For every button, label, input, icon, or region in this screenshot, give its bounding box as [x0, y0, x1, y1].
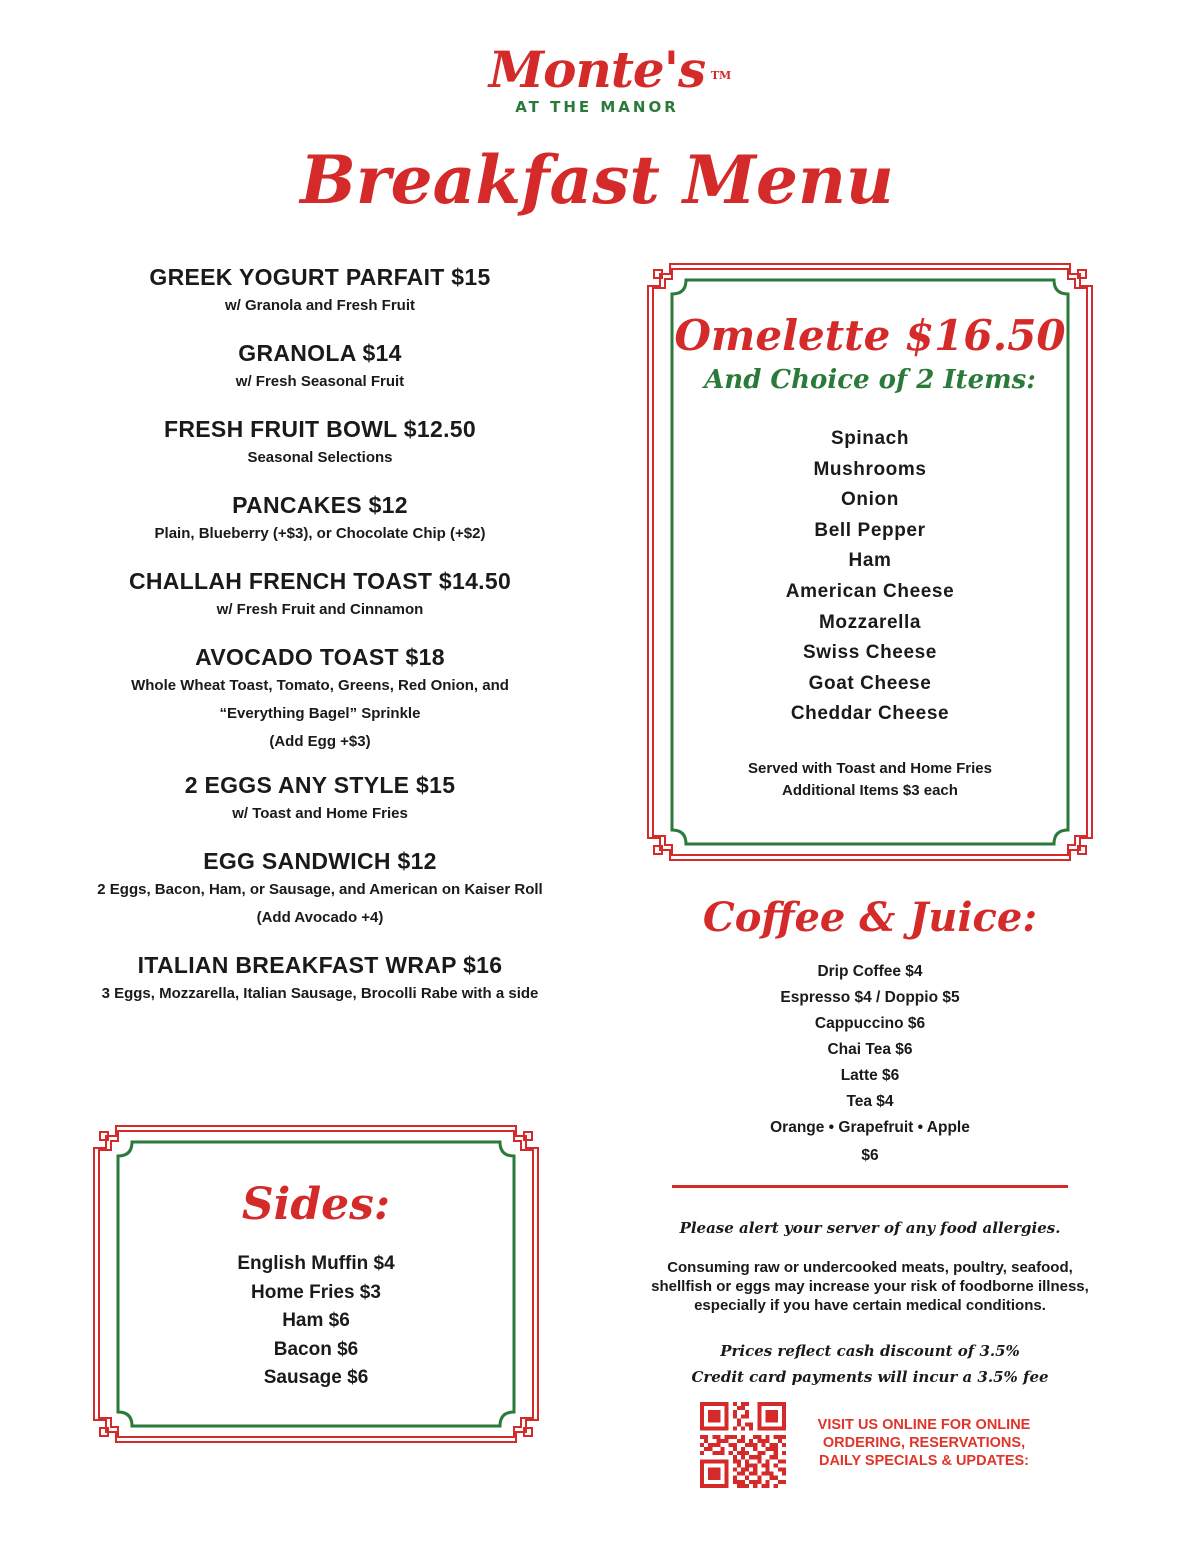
omelette-option: Onion	[841, 489, 899, 511]
price-note-cash: Prices reflect cash discount of 3.5%	[720, 1342, 1020, 1360]
menu-item	[60, 262, 580, 320]
menu-item-name: GRANOLA $14	[238, 340, 402, 366]
visit-line: DAILY SPECIALS & UPDATES:	[818, 1453, 1030, 1469]
logo-tm: TM	[710, 69, 732, 82]
menu-items	[60, 262, 580, 1008]
omelette-note-served: Served with Toast and Home Fries	[748, 760, 992, 777]
omelette-subtitle: And Choice of 2 Items:	[704, 365, 1036, 395]
omelette-option: Mushrooms	[813, 458, 927, 480]
menu-item-description: (Add Avocado +4)	[256, 909, 384, 926]
side-item: Bacon $6	[273, 1338, 359, 1360]
side-item: English Muffin $4	[237, 1253, 395, 1274]
logo-brand	[488, 40, 732, 99]
warning-line: Consuming raw or undercooked meats, poultry, seafood,	[667, 1259, 1073, 1276]
health-warning	[610, 1258, 1130, 1315]
menu-item-description: 2 Eggs, Bacon, Ham, or Sausage, and American on Kaiser Roll	[97, 881, 543, 898]
menu-item-description: w/ Fresh Seasonal Fruit	[235, 373, 405, 390]
menu-item-description: 3 Eggs, Mozzarella, Italian Sausage, Brocolli Rabe with a side	[101, 985, 539, 1002]
side-item: Ham $6	[282, 1310, 350, 1332]
menu-item-name: 2 EGGS ANY STYLE $15	[184, 772, 456, 798]
logo	[0, 42, 1194, 116]
sides-list	[94, 1250, 538, 1393]
menu-item-name: FRESH FRUIT BOWL $12.50	[164, 416, 476, 442]
menu-item-name: GREEK YOGURT PARFAIT $15	[149, 264, 491, 290]
menu-item-name: CHALLAH FRENCH TOAST $14.50	[128, 568, 512, 594]
allergy-notice: Please alert your server of any food allergies.	[679, 1219, 1061, 1237]
menu-item	[60, 414, 580, 472]
visit-online	[806, 1416, 1042, 1470]
menu-item-name: EGG SANDWICH $12	[203, 848, 437, 874]
warning-line: shellfish or eggs may increase your risk of foodborne illness,	[651, 1278, 1089, 1295]
coffee-item: Chai Tea $6	[827, 1041, 913, 1058]
qr-code-svg	[700, 1402, 786, 1488]
side-item: Sausage $6	[263, 1367, 369, 1389]
logo-subtitle: AT THE MANOR	[515, 98, 679, 116]
coffee-title: Coffee & Juice:	[702, 894, 1038, 941]
menu-item-description: “Everything Bagel” Sprinkle	[219, 705, 421, 722]
menu-item	[60, 950, 580, 1008]
qr-code-icon[interactable]	[700, 1402, 786, 1488]
menu-item-name: ITALIAN BREAKFAST WRAP $16	[137, 952, 503, 978]
menu-item-description: w/ Toast and Home Fries	[232, 805, 408, 822]
menu-item-description: w/ Granola and Fresh Fruit	[224, 297, 416, 314]
omelette-option: Spinach	[830, 428, 910, 449]
omelette-option: Goat Cheese	[808, 672, 932, 694]
coffee-item: Tea $4	[846, 1093, 894, 1110]
menu-item-description: Plain, Blueberry (+$3), or Chocolate Chip (+$2)	[154, 525, 486, 542]
menu-item-description: Whole Wheat Toast, Tomato, Greens, Red Onion, and	[131, 677, 509, 694]
menu-item	[60, 642, 580, 756]
omelette-option: Mozzarella	[818, 611, 922, 633]
warning-line: especially if you have certain medical conditions.	[694, 1297, 1046, 1314]
omelette-note-additional: Additional Items $3 each	[782, 782, 958, 799]
menu-item	[60, 490, 580, 548]
omelette-title: Omelette $16.50	[674, 311, 1066, 360]
menu-title: Breakfast Menu	[300, 141, 894, 219]
menu-item-description: (Add Egg +$3)	[269, 733, 371, 750]
juice-price: $6	[861, 1147, 879, 1164]
price-notice	[640, 1338, 1100, 1390]
coffee-item: Espresso $4 / Doppio $5	[780, 989, 960, 1006]
omelette-option: American Cheese	[785, 580, 955, 602]
omelette-notes	[648, 758, 1092, 802]
coffee-item: Latte $6	[840, 1067, 900, 1084]
omelette-options	[648, 424, 1092, 730]
coffee-item: Drip Coffee $4	[817, 963, 923, 980]
divider	[672, 1185, 1068, 1188]
omelette-option: Bell Pepper	[814, 519, 926, 541]
side-item: Home Fries $3	[251, 1281, 381, 1303]
omelette-option: Swiss Cheese	[803, 642, 937, 664]
menu-item-name: AVOCADO TOAST $18	[195, 644, 445, 670]
visit-line: VISIT US ONLINE FOR ONLINE	[817, 1417, 1031, 1433]
menu-item	[60, 338, 580, 396]
omelette-option: Ham	[848, 550, 892, 572]
menu-item	[60, 770, 580, 828]
coffee-item: Orange • Grapefruit • Apple	[770, 1119, 970, 1136]
menu-item-name: PANCAKES $12	[232, 492, 408, 518]
sides-title: Sides:	[241, 1179, 391, 1230]
omelette-option: Cheddar Cheese	[790, 703, 950, 725]
visit-line: ORDERING, RESERVATIONS,	[822, 1435, 1026, 1451]
price-note-credit: Credit card payments will incur a 3.5% fee	[691, 1368, 1049, 1386]
coffee-list	[660, 959, 1080, 1171]
logo-brand-text: Monte's	[488, 40, 706, 99]
menu-item	[60, 566, 580, 624]
menu-item	[60, 846, 580, 932]
menu-item-description: Seasonal Selections	[247, 449, 393, 466]
coffee-item: Cappuccino $6	[814, 1015, 926, 1032]
menu-item-description: w/ Fresh Fruit and Cinnamon	[216, 601, 424, 618]
